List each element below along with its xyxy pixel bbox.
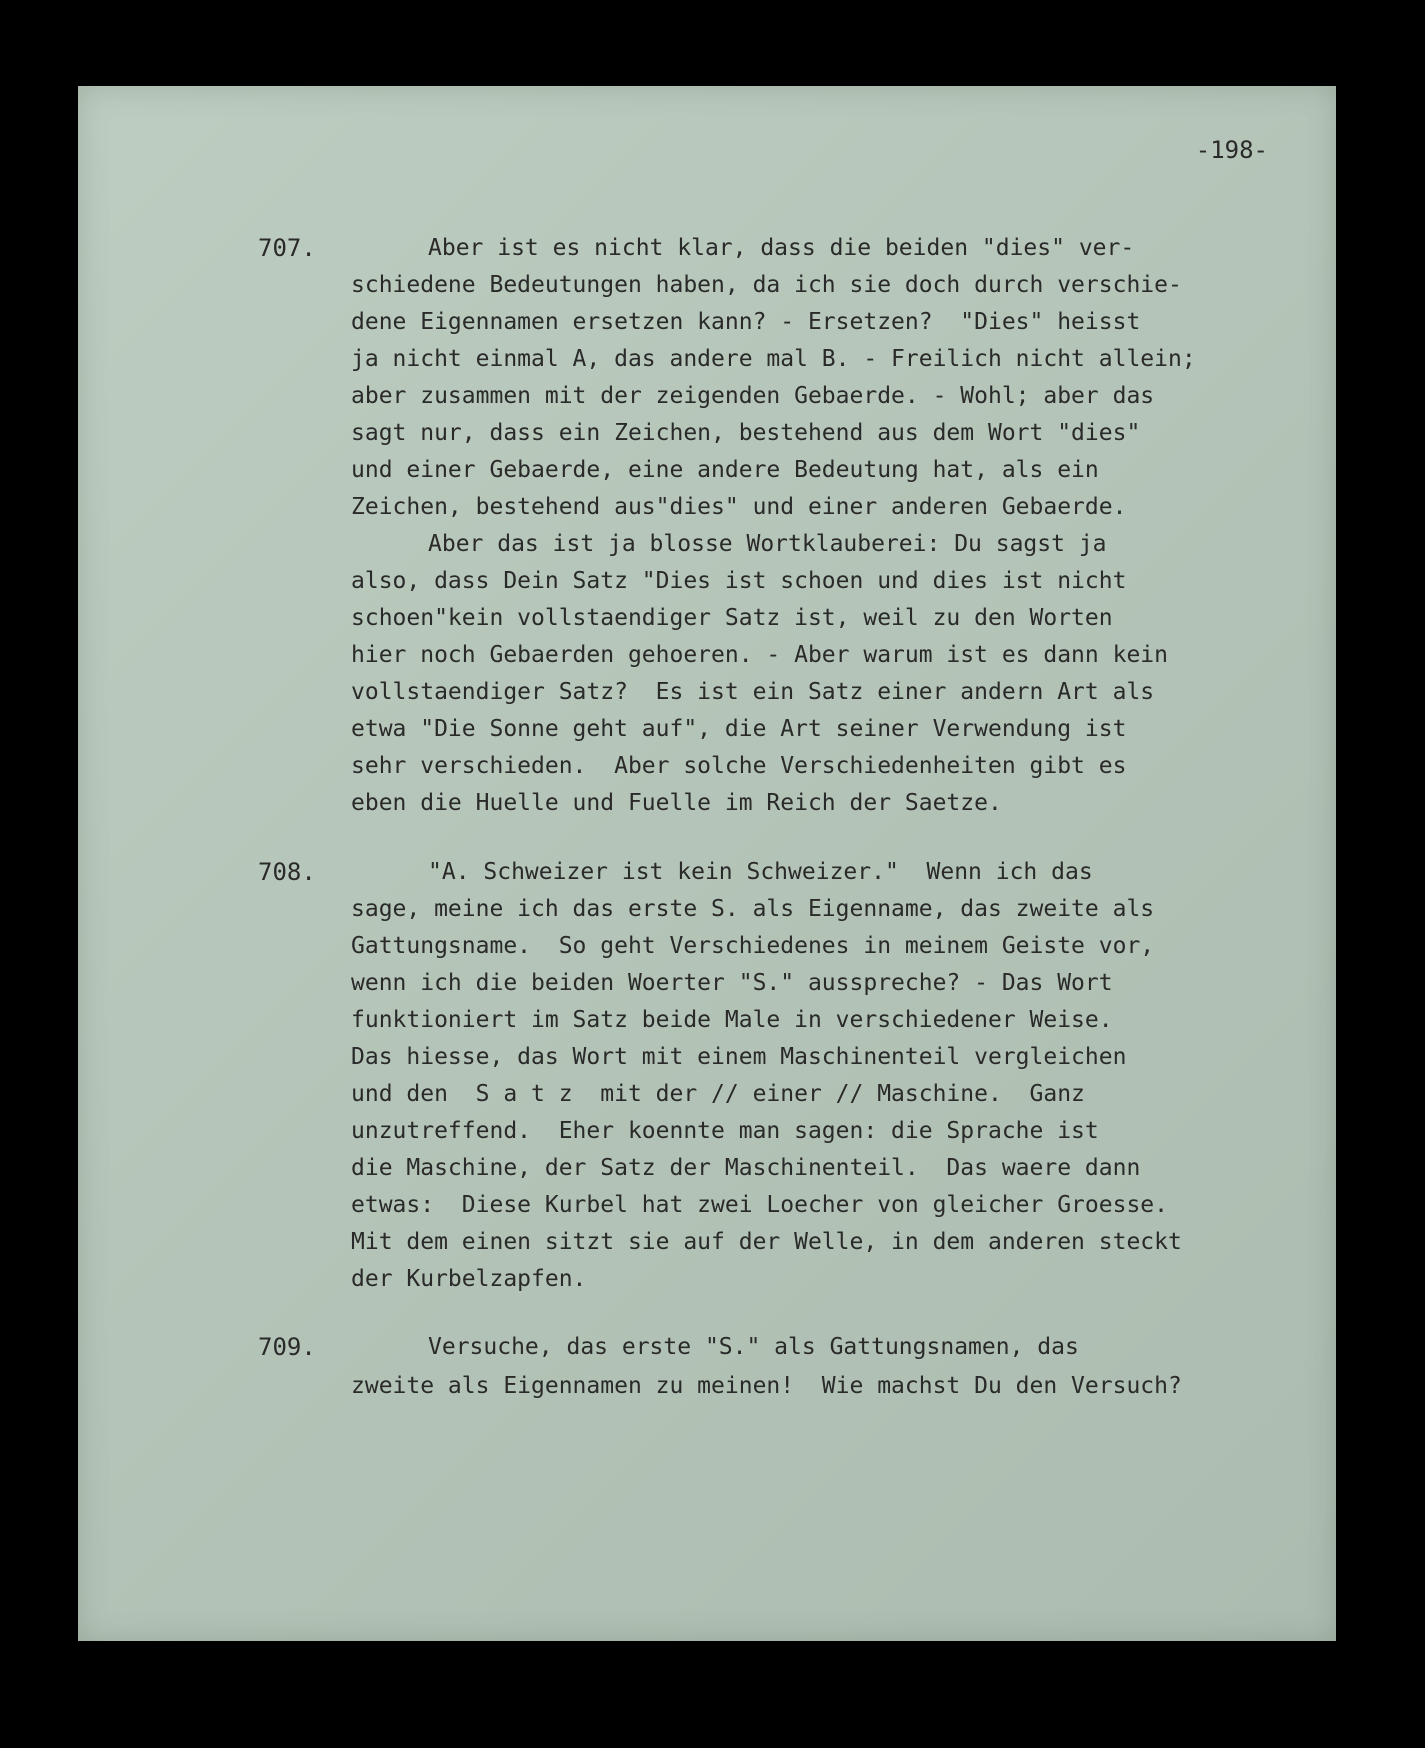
text-line: etwa "Die Sonne geht auf", die Art seiner Verwendung ist bbox=[351, 716, 1127, 742]
text-line: "A. Schweizer ist kein Schweizer." Wenn ich das bbox=[428, 859, 1093, 885]
typewritten-page bbox=[78, 86, 1336, 1641]
text-line: der Kurbelzapfen. bbox=[351, 1266, 587, 1292]
text-line: die Maschine, der Satz der Maschinenteil. Das waere dann bbox=[351, 1155, 1141, 1181]
text-line: wenn ich die beiden Woerter "S." ausspreche? - Das Wort bbox=[351, 970, 1113, 996]
text-line: sage, meine ich das erste S. als Eigenname, das zweite als bbox=[351, 896, 1155, 922]
text-line: also, dass Dein Satz "Dies ist schoen und dies ist nicht bbox=[351, 568, 1127, 594]
text-line: schiedene Bedeutungen haben, da ich sie doch durch verschie- bbox=[351, 272, 1182, 298]
text-line: sehr verschieden. Aber solche Verschiedenheiten gibt es bbox=[351, 753, 1127, 779]
text-line: aber zusammen mit der zeigenden Gebaerde. - Wohl; aber das bbox=[351, 383, 1155, 409]
text-line: Mit dem einen sitzt sie auf der Welle, in dem anderen steckt bbox=[351, 1229, 1182, 1255]
text-line: und den S a t z mit der // einer // Maschine. Ganz bbox=[351, 1081, 1085, 1107]
text-line: ja nicht einmal A, das andere mal B. - Freilich nicht allein; bbox=[351, 346, 1196, 372]
text-line: etwas: Diese Kurbel hat zwei Loecher von gleicher Groesse. bbox=[351, 1192, 1168, 1218]
text-line: zweite als Eigennamen zu meinen! Wie machst Du den Versuch? bbox=[351, 1373, 1182, 1399]
text-line: funktioniert im Satz beide Male in verschiedener Weise. bbox=[351, 1007, 1113, 1033]
text-line: sagt nur, dass ein Zeichen, bestehend aus dem Wort "dies" bbox=[351, 420, 1141, 446]
section-number: 707. bbox=[258, 234, 316, 262]
text-line: hier noch Gebaerden gehoeren. - Aber warum ist es dann kein bbox=[351, 642, 1168, 668]
text-line: und einer Gebaerde, eine andere Bedeutung hat, als ein bbox=[351, 457, 1099, 483]
text-line: Aber ist es nicht klar, dass die beiden "dies" ver- bbox=[428, 235, 1135, 261]
text-line: Das hiesse, das Wort mit einem Maschinenteil vergleichen bbox=[351, 1044, 1127, 1070]
text-line: schoen"kein vollstaendiger Satz ist, weil zu den Worten bbox=[351, 605, 1113, 631]
text-line: Gattungsname. So geht Verschiedenes in meinem Geiste vor, bbox=[351, 933, 1155, 959]
page-number: -198- bbox=[1195, 136, 1268, 164]
section-number: 709. bbox=[258, 1333, 316, 1361]
text-line: Aber das ist ja blosse Wortklauberei: Du sagst ja bbox=[428, 531, 1107, 557]
text-line: vollstaendiger Satz? Es ist ein Satz einer andern Art als bbox=[351, 679, 1155, 705]
text-line: Versuche, das erste "S." als Gattungsnamen, das bbox=[428, 1334, 1079, 1360]
text-line: dene Eigennamen ersetzen kann? - Ersetzen? "Dies" heisst bbox=[351, 309, 1141, 335]
text-line: eben die Huelle und Fuelle im Reich der Saetze. bbox=[351, 790, 1002, 816]
text-line: Zeichen, bestehend aus"dies" und einer anderen Gebaerde. bbox=[351, 494, 1127, 520]
section-number: 708. bbox=[258, 858, 316, 886]
text-line: unzutreffend. Eher koennte man sagen: die Sprache ist bbox=[351, 1118, 1099, 1144]
